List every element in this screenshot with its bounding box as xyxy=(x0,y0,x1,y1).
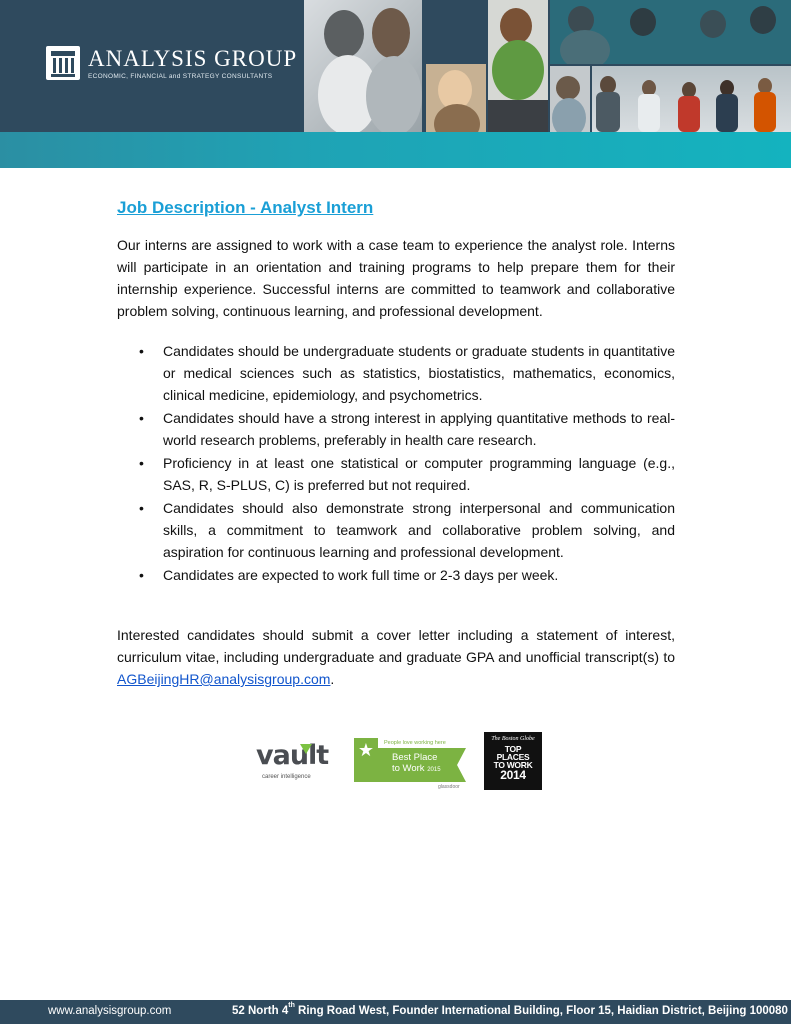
photo-office-teal xyxy=(550,0,791,64)
list-item: • Candidates should also demonstrate strong interpersonal and communication skills, a commitment to teamwork and collaborative problem solving, and aspiration for continuous learning and professional development. xyxy=(117,497,675,563)
photo-group-standing xyxy=(592,66,791,132)
pillar-logo-icon xyxy=(46,46,80,80)
requirements-list xyxy=(117,340,675,586)
glassdoor-tagline: People love working here xyxy=(384,740,446,746)
page-title: Job Description - Analyst Intern xyxy=(117,198,374,217)
list-item: • Proficiency in at least one statistical or computer programming language (e.g., SAS, R, S-PLUS, C) is preferred but not required. xyxy=(117,452,675,496)
vault-check-icon xyxy=(300,744,312,754)
star-icon: ★ xyxy=(354,738,378,762)
vault-wordmark: vault xyxy=(256,740,329,771)
bullet-icon: • xyxy=(139,500,144,516)
bullet-icon: • xyxy=(139,567,144,583)
contact-email-link[interactable]: AGBeijingHR@analysisgroup.com xyxy=(117,671,331,687)
job-description xyxy=(117,198,675,690)
bullet-icon: • xyxy=(139,455,144,471)
bullet-icon: • xyxy=(139,343,144,359)
header-photo-collage xyxy=(304,0,791,132)
photo-man-green-shirt xyxy=(488,0,548,132)
boston-globe-badge xyxy=(484,732,542,790)
globe-masthead: The Boston Globe xyxy=(491,736,535,742)
photo-woman-glasses xyxy=(426,64,486,132)
photo-colleagues xyxy=(304,0,422,132)
bullet-icon: • xyxy=(139,410,144,426)
photo-desk-person xyxy=(550,66,590,132)
intro-paragraph: Our interns are assigned to work with a case team to experience the analyst role. Interns will participate in an orientation and training programs to help prepare them for their internship experience. Successful interns are committed to teamwork and collaborative problem solving, continuous learning, and professional development. xyxy=(117,237,675,319)
office-address: 52 North 4th Ring Road West, Founder International Building, Floor 15, Haidian District, Beijing 100080 xyxy=(232,1002,788,1017)
company-name: ANALYSIS GROUP xyxy=(88,46,298,71)
website-url: www.analysisgroup.com xyxy=(48,1005,172,1017)
globe-award-text: TOP PLACES TO WORK 2014 xyxy=(493,744,533,782)
page-footer xyxy=(0,1000,791,1024)
award-badges xyxy=(256,732,546,792)
list-item: • Candidates should be undergraduate students or graduate students in quantitative or medical sciences such as statistics, biostatistics, mathematics, economics, clinical medicine, epidemiology, and psychometrics. xyxy=(117,340,675,406)
list-item: • Candidates should have a strong interest in applying quantitative methods to real-world research problems, preferably in health care research. xyxy=(117,407,675,451)
list-item: • Candidates are expected to work full time or 2-3 days per week. xyxy=(117,564,675,586)
vault-subtitle: career intelligence xyxy=(262,774,311,780)
glassdoor-award-text: Best Place to Work 2015 xyxy=(392,752,441,774)
page-header xyxy=(0,0,791,168)
glassdoor-brand: glassdoor xyxy=(438,784,460,790)
company-tagline: ECONOMIC, FINANCIAL and STRATEGY CONSULTANTS xyxy=(88,73,273,80)
application-instructions: Interested candidates should submit a cover letter including a statement of interest, curriculum vitae, including undergraduate and graduate GPA and unofficial transcript(s) to AGBeijingHR@analysisgroup.com. xyxy=(117,627,675,687)
vault-badge xyxy=(256,740,340,784)
header-accent-band xyxy=(0,132,791,168)
glassdoor-badge xyxy=(354,738,470,790)
